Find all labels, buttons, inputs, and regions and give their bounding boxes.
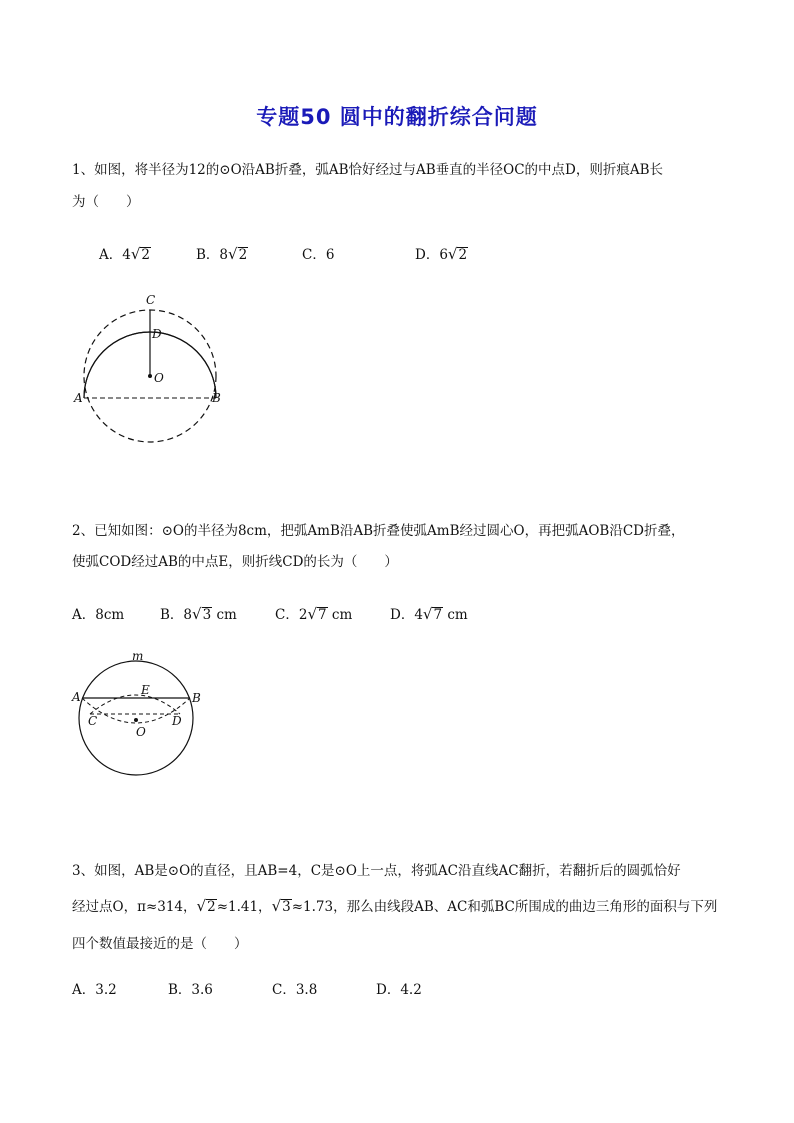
sqrt-icon: √: [192, 605, 202, 623]
q1-label-b: B: [212, 391, 221, 405]
q2-text-line2: 使弧COD经过AB的中点E，则折线CD的长为（ ）: [72, 554, 398, 570]
q2-label-e: E: [141, 683, 150, 697]
q1-option-b[interactable]: B．8√2: [196, 245, 248, 263]
q1-figure: [70, 288, 240, 448]
q1-label-o: O: [154, 371, 164, 385]
sqrt-icon: √: [228, 245, 238, 263]
q2-label-a: A: [72, 690, 81, 704]
q1-label-a: A: [74, 391, 83, 405]
q2-figure: [68, 648, 218, 788]
q1-label-d: D: [152, 327, 162, 341]
q2-option-c[interactable]: C．2√7 cm: [275, 605, 353, 623]
q2-option-a[interactable]: A．8cm: [72, 607, 125, 623]
sqrt-icon: √: [422, 605, 433, 623]
q2-option-b[interactable]: B．8√3 cm: [160, 605, 237, 623]
q3-option-d[interactable]: D．4.2: [376, 982, 422, 998]
q3-option-b[interactable]: B．3.6: [168, 982, 213, 998]
q2-label-m: m: [132, 649, 144, 663]
sqrt-icon: √: [130, 245, 141, 263]
q1-label-c: C: [146, 293, 156, 307]
q3-text-line3: 四个数值最接近的是（ ）: [72, 936, 248, 952]
q2-label-d: D: [172, 714, 182, 728]
page-title: 专题50 圆中的翻折综合问题: [256, 105, 538, 129]
sqrt-icon: √: [196, 897, 207, 915]
q1-text-line1: 1、如图，将半径为12的⊙O沿AB折叠，弧AB恰好经过与AB垂直的半径OC的中点D，则折痕AB长: [72, 162, 664, 178]
q2-center-dot: [134, 718, 138, 722]
q1-center-dot: [148, 374, 152, 378]
sqrt-icon: √: [307, 605, 317, 623]
q3-option-c[interactable]: C．3.8: [272, 982, 318, 998]
q1-text-line2: 为（ ）: [72, 194, 140, 210]
sqrt-icon: √: [271, 897, 282, 915]
q1-option-d[interactable]: D．6√2: [415, 245, 468, 263]
q2-label-o: O: [136, 725, 146, 739]
q2-label-b: B: [192, 691, 201, 705]
sqrt-icon: √: [447, 245, 458, 263]
q2-label-c: C: [88, 714, 98, 728]
q3-option-a[interactable]: A．3.2: [72, 982, 117, 998]
q1-option-a[interactable]: A．4√2: [99, 245, 150, 263]
q3-text-line1: 3、如图，AB是⊙O的直径，且AB=4，C是⊙O上一点，将弧AC沿直线AC翻折，若翻折后的圆弧恰好: [72, 863, 681, 879]
q2-option-d[interactable]: D．4√7 cm: [390, 605, 468, 623]
q1-option-c[interactable]: C．6: [302, 247, 335, 263]
q3-text-line2: 经过点O，π≈314，√2≈1.41，√3≈1.73，那么由线段AB、AC和弧BC所围成的曲边三角形的面积与下列: [72, 897, 718, 915]
q2-text-line1: 2、已知如图：⊙O的半径为8cm，把弧AmB沿AB折叠使弧AmB经过圆心O，再把弧AOB沿CD折叠，: [72, 523, 685, 539]
